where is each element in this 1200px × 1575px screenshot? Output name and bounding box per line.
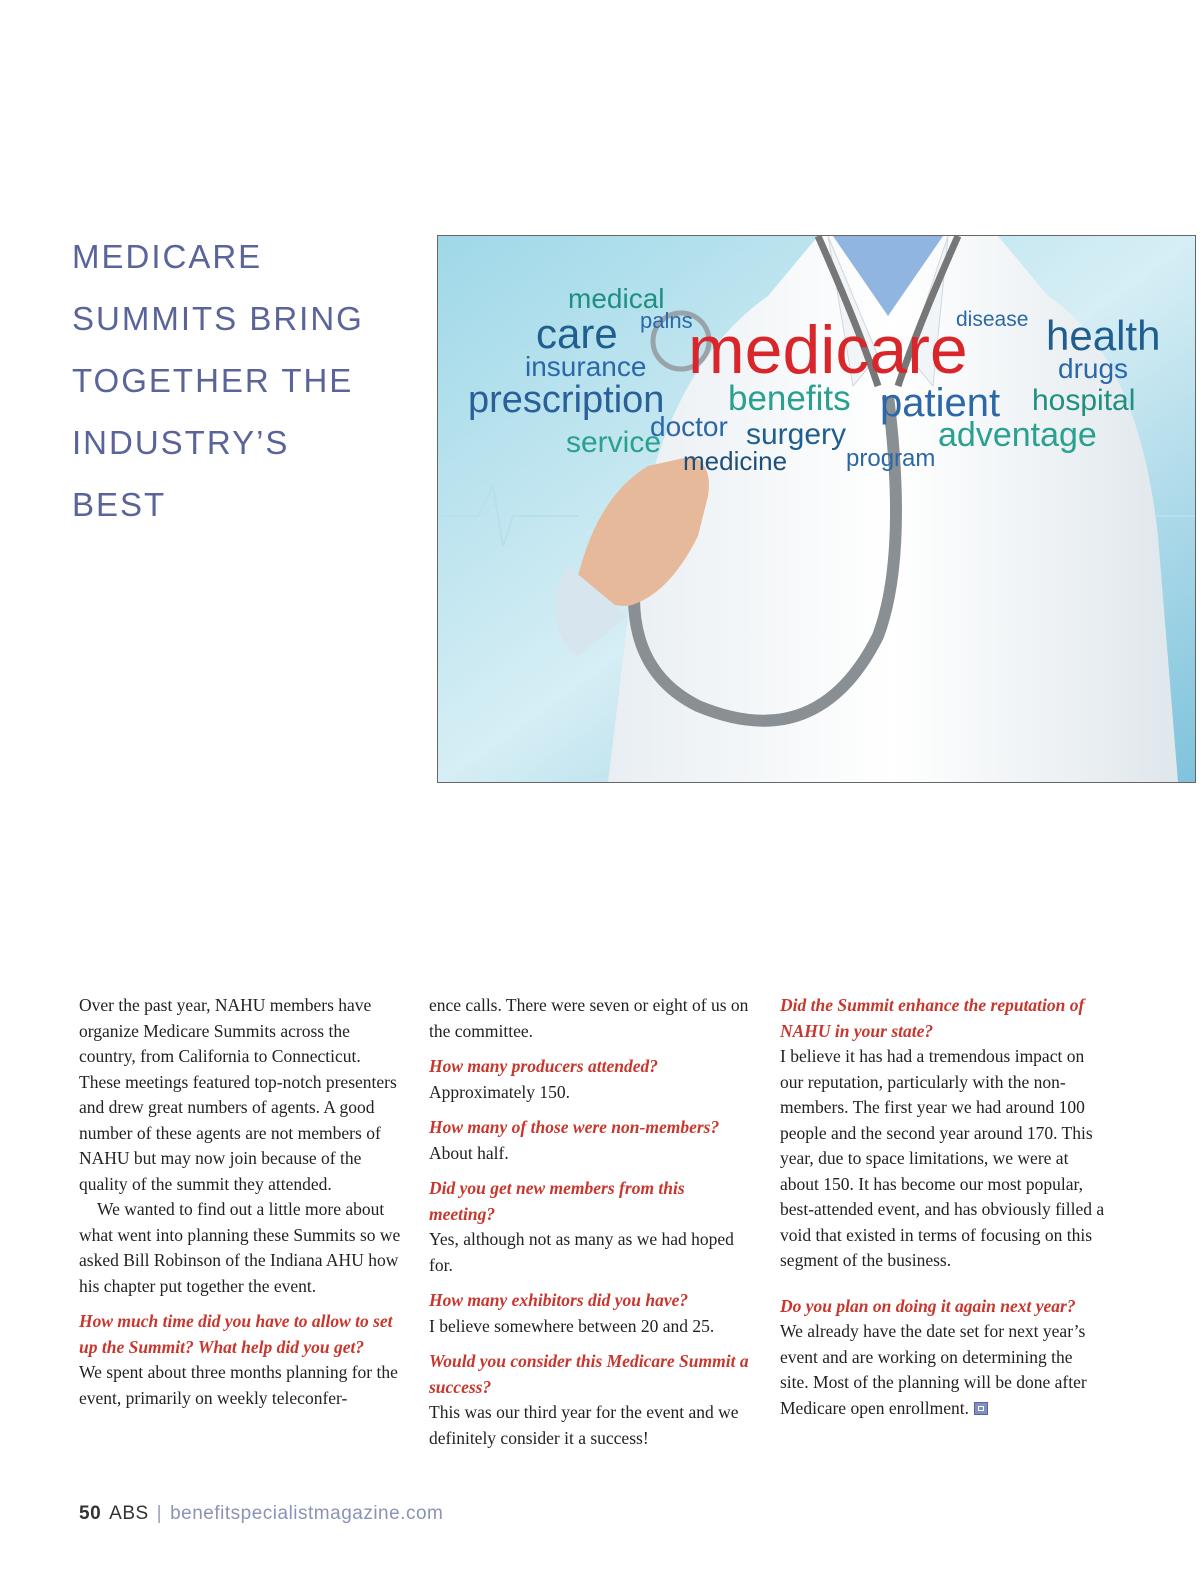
question-exhibitors: How many exhibitors did you have? bbox=[429, 1290, 689, 1310]
word-medicare: medicare bbox=[688, 312, 968, 388]
question-producers-attended: How many producers attended? bbox=[429, 1056, 658, 1076]
word-program: program bbox=[846, 445, 936, 472]
article-headline bbox=[72, 226, 412, 536]
word-palns: palns bbox=[640, 308, 693, 333]
answer-next-year-text: We already have the date set for next year’s event and are working on determining the site. Most of the planning will be done after Medicare open enrollment. bbox=[780, 1321, 1087, 1418]
medicare-word-cloud-photo bbox=[437, 235, 1196, 783]
word-insurance: insurance bbox=[525, 351, 647, 382]
headline-line-2: SUMMITS BRING bbox=[72, 300, 364, 337]
footer-separator: | bbox=[156, 1503, 163, 1524]
question-time-to-set-up: How much time did you have to allow to set up the Summit? What help did you get? bbox=[79, 1311, 393, 1357]
page-number: 50 bbox=[79, 1503, 102, 1524]
doctor-stethoscope-illustration bbox=[438, 236, 1195, 782]
word-adventage: adventage bbox=[938, 416, 1097, 454]
word-disease: disease bbox=[956, 308, 1029, 331]
question-next-year: Do you plan on doing it again next year? bbox=[780, 1295, 1076, 1316]
answer-exhibitors: I believe somewhere between 20 and 25. bbox=[429, 1315, 715, 1336]
word-hospital: hospital bbox=[1032, 384, 1136, 417]
answer-non-members: About half. bbox=[429, 1142, 509, 1163]
headline-line-5: BEST bbox=[72, 486, 167, 523]
intro-paragraph-1: Over the past year, NAHU members have organize Medicare Summits across the country, from California to Connecticut. These meetings featured top-notch presenters and drew great numbers of agents. A good number of these agents are not members of NAHU but may now join because of the quality of the summit they attended. bbox=[79, 995, 397, 1194]
word-drugs: drugs bbox=[1058, 353, 1129, 384]
intro-paragraph-2: We wanted to find out a little more about what went into planning these Summits so we asked Bill Robinson of the Indiana AHU how his chapter put together the event. bbox=[79, 1199, 401, 1296]
article-column-2 bbox=[429, 993, 754, 1451]
publication-name: ABS bbox=[109, 1503, 149, 1524]
question-new-members: Did you get new members from this meeting? bbox=[429, 1178, 685, 1224]
end-of-article-icon bbox=[974, 1402, 988, 1415]
word-patient: patient bbox=[880, 381, 1001, 425]
word-doctor: doctor bbox=[650, 411, 728, 442]
word-service: service bbox=[566, 426, 662, 459]
question-success: Would you consider this Medicare Summit a success? bbox=[429, 1351, 749, 1397]
word-health: health bbox=[1046, 312, 1161, 359]
word-benefits: benefits bbox=[728, 379, 851, 418]
page-footer bbox=[79, 1503, 443, 1525]
headline-line-1: MEDICARE bbox=[72, 238, 263, 275]
answer-time-to-set-up-continued: ence calls. There were seven or eight of us on the committee. bbox=[429, 995, 749, 1041]
article-column-3 bbox=[780, 993, 1105, 1421]
answer-time-to-set-up: We spent about three months planning for the event, primarily on weekly teleconfer- bbox=[79, 1362, 398, 1408]
word-care: care bbox=[536, 310, 618, 357]
headline-line-3: TOGETHER THE bbox=[72, 362, 354, 399]
word-surgery: surgery bbox=[746, 418, 847, 451]
article-column-1 bbox=[79, 993, 404, 1411]
question-non-members: How many of those were non-members? bbox=[429, 1117, 720, 1137]
magazine-url: benefitspecialistmagazine.com bbox=[170, 1503, 444, 1524]
answer-producers-attended: Approximately 150. bbox=[429, 1081, 570, 1102]
answer-next-year bbox=[780, 1319, 1105, 1421]
answer-success: This was our third year for the event and we definitely consider it a success! bbox=[429, 1402, 739, 1448]
answer-reputation: I believe it has had a tremendous impact on our reputation, particularly with the non-members. The first year we had around 100 people and the second year around 170. This year, due to space limitations, we were at about 150. It has become our most popular, best-attended event, and has obviously filled a void that existed in terms of focusing on this segment of the business. bbox=[780, 1046, 1105, 1270]
word-medicine: medicine bbox=[683, 446, 788, 476]
answer-new-members: Yes, although not as many as we had hoped for. bbox=[429, 1229, 734, 1275]
headline-line-4: INDUSTRY’S bbox=[72, 424, 290, 461]
word-prescription: prescription bbox=[468, 379, 665, 421]
question-reputation: Did the Summit enhance the reputation of NAHU in your state? bbox=[780, 995, 1085, 1041]
word-medical: medical bbox=[568, 283, 665, 314]
